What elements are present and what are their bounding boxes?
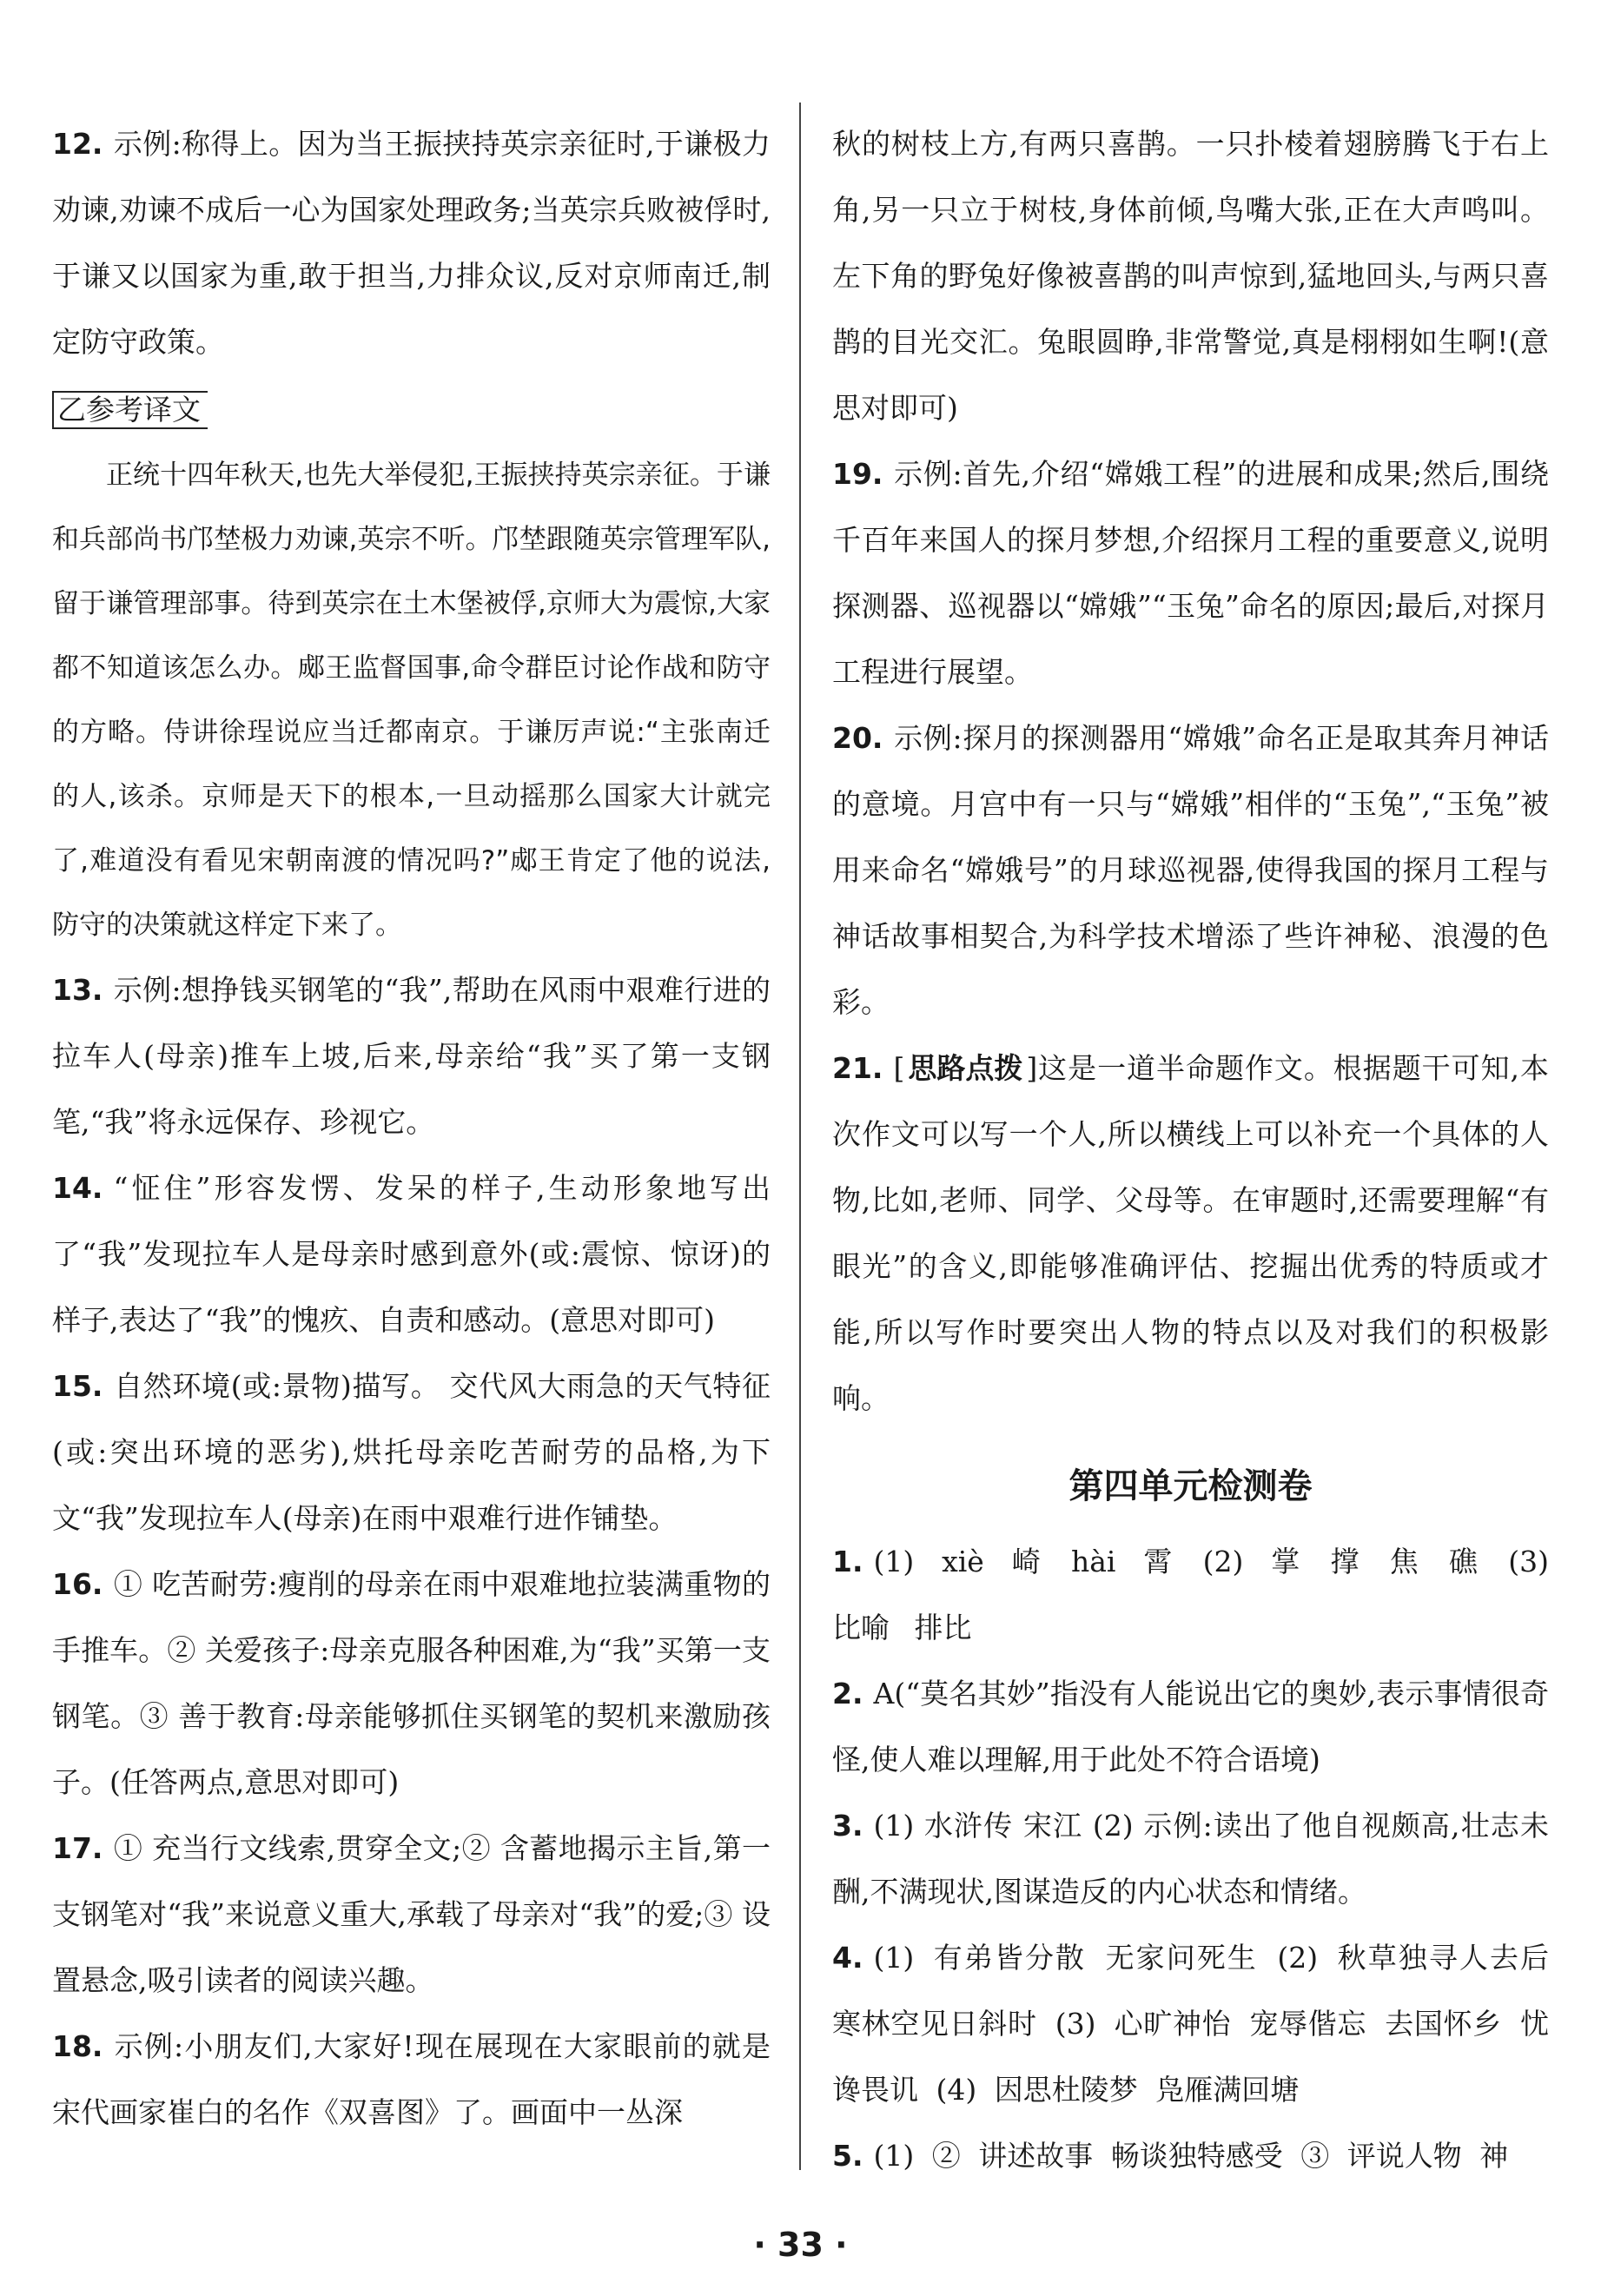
answer-text: (1) 有弟皆分散 无家问死生 (2) 秋草独寻人去后 寒林空见日斜时 (3) 心旷神怡 宠辱偕忘 去国怀乡 忧谗畏讥 (4) 因思杜陵梦 凫雁满回塘 [832, 1941, 1549, 2107]
hint-tag: [ 思路点拨 ] [893, 1051, 1038, 1085]
question-number: 19. [832, 457, 883, 491]
answer-15 [52, 1353, 771, 1552]
answer-text: (1) ② 讲述故事 畅谈独特感受 ③ 评说人物 神 [873, 2139, 1509, 2173]
question-number: 2. [832, 1677, 863, 1710]
question-number: 16. [52, 1567, 103, 1601]
answer-12 [52, 111, 771, 375]
question-number: 18. [52, 2029, 103, 2063]
left-column [52, 111, 771, 2146]
answer-text: 示例:首先,介绍“嫦娥工程”的进展和成果;然后,围绕千百年来国人的探月梦想,介绍探月工程的重要意义,说明探测器、巡视器以“嫦娥”“玉兔”命名的原因;最后,对探月工程进行展望。 [832, 457, 1549, 689]
answer-text: 自然环境(或:景物)描写。 交代风大雨急的天气特征(或:突出环境的恶劣),烘托母亲吃苦耐劳的品格,为下文“我”发现拉车人(母亲)在雨中艰难行进作铺垫。 [52, 1369, 771, 1535]
answer-17 [52, 1816, 771, 2014]
answer-text: 示例:想挣钱买钢笔的“我”,帮助在风雨中艰难行进的拉车人(母亲)推车上坡,后来,母亲给“我”买了第一支钢笔,“我”将永远保存、珍视它。 [52, 973, 771, 1139]
question-number: 20. [832, 721, 883, 755]
question-number: 12. [52, 127, 103, 161]
question-number: 4. [832, 1941, 863, 1975]
answer-16 [52, 1552, 771, 1816]
answer-13 [52, 957, 771, 1155]
answer-18-continued: 秋的树枝上方,有两只喜鹊。一只扑棱着翅膀腾飞于右上角,另一只立于树枝,身体前倾,鸟嘴大张,正在大声鸣叫。左下角的野兔好像被喜鹊的叫声惊到,猛地回头,与两只喜鹊的目光交汇。兔眼圆睁,非常警觉,真是栩栩如生啊!(意思对即可) [832, 127, 1549, 425]
answer-text: A(“莫名其妙”指没有人能说出它的奥妙,表示事情很奇怪,使人难以理解,用于此处不符合语境) [832, 1677, 1549, 1777]
answer-s4 [832, 1925, 1549, 2123]
answer-s5 [832, 2123, 1549, 2189]
answer-20 [832, 705, 1549, 1036]
question-number: 15. [52, 1369, 103, 1403]
answer-text: 示例:小朋友们,大家好!现在展现在大家眼前的就是宋代画家崔白的名作《双喜图》了。画面中一丛深 [52, 2029, 771, 2129]
answer-text: 示例:探月的探测器用“嫦娥”命名正是取其奔月神话的意境。月宫中有一只与“嫦娥”相伴的“玉兔”,“玉兔”被用来命名“嫦娥号”的月球巡视器,使得我国的探月工程与神话故事相契合,为科学技术增添了些许神秘、浪漫的色彩。 [832, 721, 1549, 1019]
column-divider [799, 103, 801, 2170]
answer-s1 [832, 1529, 1549, 1661]
answer-text: ① 吃苦耐劳:瘦削的母亲在雨中艰难地拉装满重物的手推车。② 关爱孩子:母亲克服各种困难,为“我”买第一支钢笔。③ 善于教育:母亲能够抓住买钢笔的契机来激励孩子。(任答两点,意思对即可) [52, 1567, 771, 1799]
translation-tag: 乙参考译文 [52, 391, 208, 429]
answer-text: 这是一道半命题作文。根据题干可知,本次作文可以写一个人,所以横线上可以补充一个具体的人物,比如,老师、同学、父母等。在审题时,还需要理解“有眼光”的含义,即能够准确评估、挖掘出优秀的特质或才能,所以写作时要突出人物的特点以及对我们的积极影响。 [832, 1051, 1549, 1415]
question-number: 1. [832, 1545, 863, 1578]
answer-21 [832, 1036, 1549, 1432]
answer-text: (1) 水浒传 宋江 (2) 示例:读出了他自视颇高,壮志未酬,不满现状,图谋造反的内心状态和情绪。 [832, 1809, 1549, 1909]
right-column [832, 111, 1549, 2189]
answer-text: (1) xiè 崎 hài 霄 (2) 掌 撑 焦 礁 (3) 比喻 排比 [832, 1545, 1549, 1644]
answer-text: 示例:称得上。因为当王振挟持英宗亲征时,于谦极力劝谏,劝谏不成后一心为国家处理政务;当英宗兵败被俘时,于谦又以国家为重,敢于担当,力排众议,反对京师南迁,制定防守政策。 [52, 127, 771, 359]
answer-text: ① 充当行文线索,贯穿全文;② 含蓄地揭示主旨,第一支钢笔对“我”来说意义重大,承载了母亲对“我”的爱;③ 设置悬念,吸引读者的阅读兴趣。 [52, 1831, 771, 1997]
section-title: 第四单元检测卷 [1068, 1466, 1313, 1506]
answer-text: “怔住”形容发愣、发呆的样子,生动形象地写出了“我”发现拉车人是母亲时感到意外(或:震惊、惊讶)的样子,表达了“我”的愧疚、自责和感动。(意思对即可) [52, 1171, 771, 1337]
answer-18 [52, 2014, 771, 2146]
answer-19 [832, 441, 1549, 705]
translation-text: 正统十四年秋天,也先大举侵犯,王振挟持英宗亲征。于谦和兵部尚书邝埜极力劝谏,英宗不听。邝埜跟随英宗管理军队,留于谦管理部事。待到英宗在土木堡被俘,京师大为震惊,大家都不知道该怎么办。郕王监督国事,命令群臣讨论作战和防守的方略。侍讲徐珵说应当迁都南京。于谦厉声说:“主张南迁的人,该杀。京师是天下的根本,一旦动摇那么国家大计就完了,难道没有看见宋朝南渡的情况吗?”郕王肯定了他的说法,防守的决策就这样定下来了。 [52, 460, 771, 941]
question-number: 5. [832, 2139, 863, 2173]
answer-s2 [832, 1661, 1549, 1793]
question-number: 3. [832, 1809, 863, 1843]
translation-heading [52, 377, 771, 443]
answer-14 [52, 1155, 771, 1353]
question-number: 13. [52, 973, 103, 1007]
question-number: 14. [52, 1171, 103, 1205]
question-number: 17. [52, 1831, 103, 1865]
page-number: · 33 · [753, 2226, 848, 2264]
question-number: 21. [832, 1051, 883, 1085]
answer-s3 [832, 1793, 1549, 1925]
